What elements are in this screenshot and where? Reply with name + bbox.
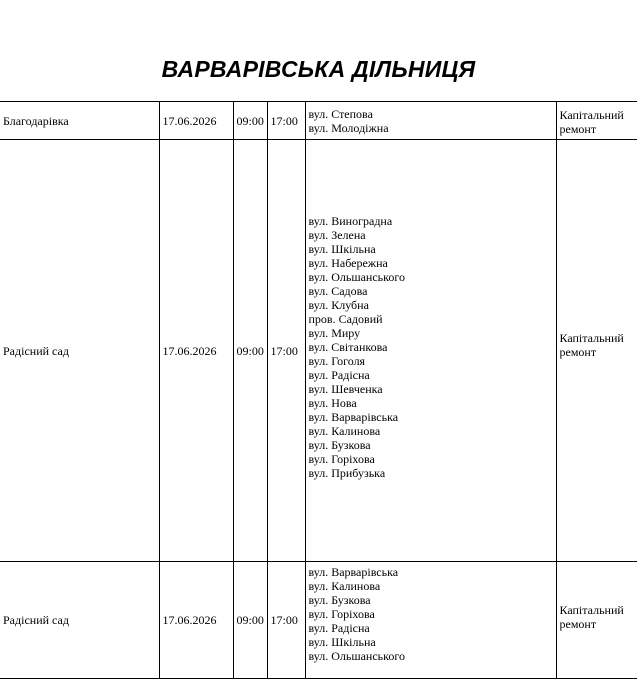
village-cell: Благодарівка	[0, 102, 159, 140]
street-item: вул. Ольшанського	[308, 649, 405, 663]
street-item: вул. Миру	[308, 325, 361, 340]
start-time-cell: 09:00	[233, 102, 267, 140]
reason-cell	[556, 140, 637, 562]
street-item: вул. Горіхова	[308, 607, 375, 621]
street-item: вул. Бузкова	[308, 593, 371, 607]
street-item: вул. Шевченка	[308, 381, 383, 396]
street-item: вул. Виноградна	[308, 213, 393, 228]
village-cell: Радісний сад	[0, 562, 159, 679]
reason-cell	[556, 102, 637, 140]
street-item: вул. Шкільна	[308, 241, 376, 256]
end-time-cell: 17:00	[267, 140, 305, 562]
street-item: вул. Радісна	[308, 621, 370, 635]
street-item: вул. Шкільна	[308, 635, 376, 649]
street-item: вул. Клубна	[308, 297, 369, 312]
street-item: вул. Калинова	[308, 423, 381, 438]
streets-cell	[305, 102, 556, 140]
streets-cell	[305, 140, 556, 562]
street-item: вул. Прибузька	[308, 465, 386, 480]
reason-cell	[556, 562, 637, 679]
street-item: пров. Садовий	[308, 311, 383, 326]
street-item: вул. Молодіжна	[308, 120, 389, 135]
village-cell: Радісний сад	[0, 140, 159, 562]
end-time-cell: 17:00	[267, 562, 305, 679]
start-time-cell: 09:00	[233, 562, 267, 679]
page-title: ВАРВАРІВСЬКА ДІЛЬНИЦЯ	[161, 56, 476, 82]
street-item: вул. Калинова	[308, 579, 381, 593]
table-row	[0, 140, 637, 562]
table-row	[0, 102, 637, 140]
reason-line: Капітальний	[559, 330, 624, 345]
date-cell: 17.06.2026	[159, 140, 233, 562]
street-item: вул. Садова	[308, 283, 368, 298]
date-cell: 17.06.2026	[159, 562, 233, 679]
street-item: вул. Гоголя	[308, 353, 366, 368]
table-row	[0, 562, 637, 679]
reason-line: ремонт	[559, 122, 597, 136]
reason-line: ремонт	[559, 344, 597, 359]
reason-line: ремонт	[559, 617, 597, 631]
start-time-cell: 09:00	[233, 140, 267, 562]
street-item: вул. Горіхова	[308, 451, 375, 466]
streets-cell	[305, 562, 556, 679]
street-item: вул. Нова	[308, 395, 357, 410]
street-item: вул. Світанкова	[308, 339, 388, 354]
street-item: вул. Набережна	[308, 255, 388, 270]
street-item: вул. Зелена	[308, 227, 366, 242]
outage-schedule-table	[0, 101, 637, 679]
end-time-cell: 17:00	[267, 102, 305, 140]
reason-line: Капітальний	[559, 108, 624, 122]
date-cell: 17.06.2026	[159, 102, 233, 140]
reason-line: Капітальний	[559, 603, 624, 617]
street-item: вул. Варварівська	[308, 565, 399, 579]
street-item: вул. Бузкова	[308, 437, 371, 452]
street-item: вул. Степова	[308, 106, 373, 121]
street-item: вул. Варварівська	[308, 409, 399, 424]
street-item: вул. Радісна	[308, 367, 370, 382]
street-item: вул. Ольшанського	[308, 269, 405, 284]
